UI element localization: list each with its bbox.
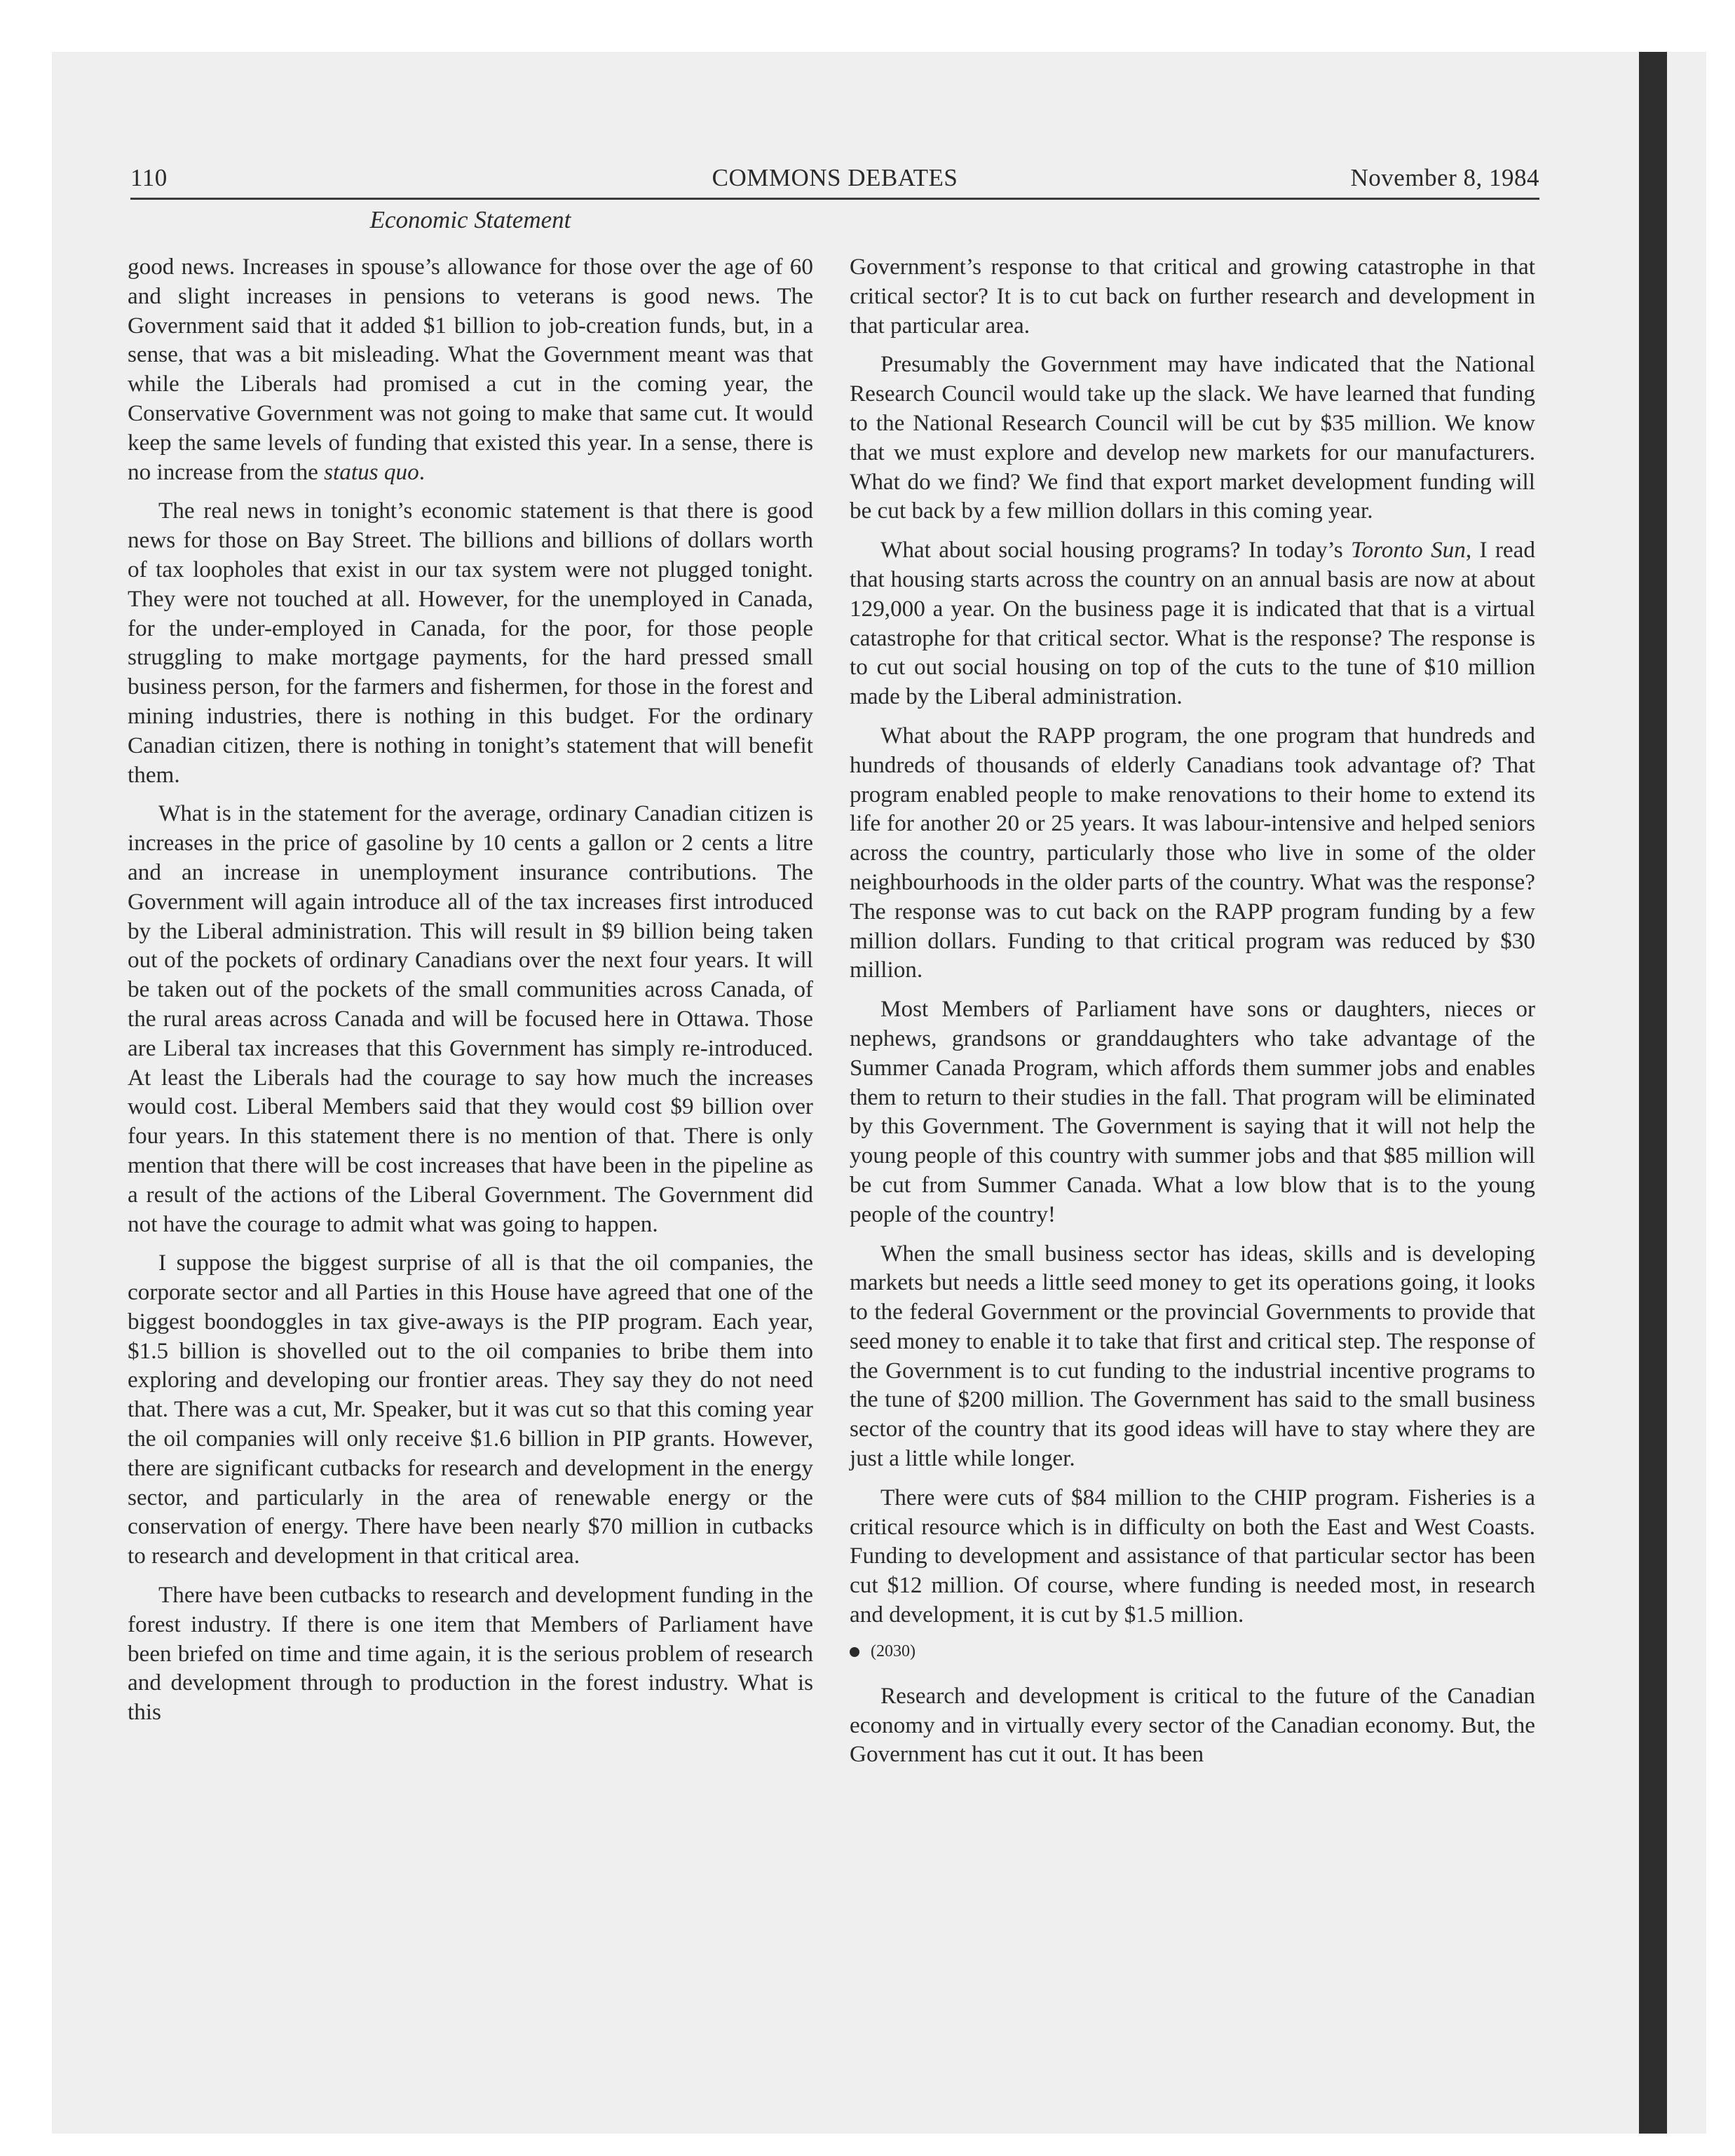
header-rule bbox=[130, 198, 1539, 200]
section-title: Economic Statement bbox=[369, 206, 571, 233]
paragraph: There have been cutbacks to research and development funding in the forest industry. If there is one item that Members of Parliament have been briefed on time and time again, it is the serious problem of research and development through to production in the forest industry. What is this bbox=[128, 1582, 813, 1726]
publication-title: COMMONS DEBATES bbox=[712, 164, 958, 191]
right-column bbox=[850, 252, 1535, 1779]
time-marker-label: (2030) bbox=[871, 1642, 916, 1660]
publication-date: November 8, 1984 bbox=[1350, 164, 1539, 191]
paragraph: There were cuts of $84 million to the CHIP program. Fisheries is a critical resource which is in difficulty on both the East and West Coasts. Funding to development and assistance of that particular sector has been cut $12 million. Of course, where funding is needed most, in research and development, it is cut by $1.5 million. bbox=[850, 1484, 1535, 1628]
paragraph: What is in the statement for the average, ordinary Canadian citizen is increases in the price of gasoline by 10 cents a gallon or 2 cents a litre and an increase in unemployment insurance contributions. The Government will again introduce all of the tax increases first introduced by the Liberal administration. This will result in $9 billion being taken out of the pockets of ordinary Canadians over the next four years. It will be taken out of the pockets of the small communities across Canada, of the rural areas across Canada and will be focused here in Ottawa. Those are Liberal tax increases that this Government has simply re-introduced. At least the Liberals had the courage to say how much the increases would cost. Liberal Members said that they would cost $9 billion over four years. In this statement there is no mention of that. There is only mention that there will be cost increases that have been in the pipeline as a result of the actions of the Liberal Government. The Government did not have the courage to admit what was going to happen. bbox=[128, 800, 813, 1237]
scan-edge-shadow bbox=[1639, 52, 1667, 2134]
time-marker bbox=[850, 1641, 1535, 1662]
paragraph: Presumably the Government may have indicated that the National Research Council would take up the slack. We have learned that funding to the National Research Council will be cut by $35 million. We know that we must explore and develop new markets for our manufacturers. What do we find? We find that export market development funding will be cut back by a few million dollars in this coming year. bbox=[850, 351, 1535, 524]
page-number: 110 bbox=[130, 164, 168, 191]
page-header bbox=[130, 156, 1539, 199]
left-column bbox=[128, 252, 813, 1737]
paragraph: Government’s response to that critical and growing catastrophe in that critical sector? It is to cut back on further research and development in that particular area. bbox=[850, 254, 1535, 339]
paragraph: I suppose the biggest surprise of all is that the oil companies, the corporate sector and all Parties in this House have agreed that one of the biggest boondoggles in tax give-aways is the PIP program. Each year, $1.5 billion is shovelled out to the oil companies to bribe them into exploring and developing our frontier areas. They say they do not need that. There was a cut, Mr. Speaker, but it was cut so that this coming year the oil companies will only receive $1.6 billion in PIP grants. However, there are significant cutbacks for research and development in the energy sector, and particularly in the area of renewable energy or the conservation of energy. There have been nearly $70 million in cutbacks to research and development in that critical area. bbox=[128, 1250, 813, 1569]
bullet-icon bbox=[850, 1647, 859, 1657]
paragraph: good news. Increases in spouse’s allowance for those over the age of 60 and slight increases in pensions to veterans is good news. The Government said that it added $1 billion to job-creation funds, but, in a sense, that was a bit misleading. What the Government meant was that while the Liberals had promised a cut in the coming year, the Conservative Government was not going to make that same cut. It would keep the same levels of funding that existed this year. In a sense, there is no increase from the status quo. bbox=[128, 254, 813, 485]
paragraph: What about the RAPP program, the one program that hundreds and hundreds of thousands of elderly Canadians took advantage of? That program enabled people to make renovations to their home to extend its life for another 20 or 25 years. It was labour-intensive and helped seniors across the country, particularly those who live in some of the older neighbourhoods in the older parts of the country. What was the response? The response was to cut back on the RAPP program funding by a few million dollars. Funding to that critical program was reduced by $30 million. bbox=[850, 722, 1535, 983]
paragraph: What about social housing programs? In today’s Toronto Sun, I read that housing starts across the country on an annual basis are now at about 129,000 a year. On the business page it is indicated that that is a virtual catastrophe for that critical sector. What is the response? The response is to cut out social housing on top of the cuts to the tune of $10 million made by the Liberal administration. bbox=[850, 537, 1535, 710]
paragraph: The real news in tonight’s economic statement is that there is good news for those on Bay Street. The billions and billions of dollars worth of tax loopholes that exist in our tax system were not plugged tonight. They were not touched at all. However, for the unemployed in Canada, for the under-employed in Canada, for the poor, for those people struggling to make mortgage payments, for the hard pressed small business person, for the farmers and fishermen, for those in the forest and mining industries, there is nothing in this budget. For the ordinary Canadian citizen, there is nothing in tonight’s statement that will benefit them. bbox=[128, 498, 813, 788]
paragraph: Most Members of Parliament have sons or daughters, nieces or nephews, grandsons or granddaughters who take advantage of the Summer Canada Program, which affords them summer jobs and enables them to return to their studies in the fall. That program will be eliminated by this Government. The Government is saying that it will not help the young people of this country with summer jobs and that $85 million will be cut from Summer Canada. What a low blow that is to the young people of the country! bbox=[850, 996, 1535, 1227]
paragraph: Research and development is critical to the future of the Canadian economy and in virtually every sector of the Canadian economy. But, the Government has cut it out. It has been bbox=[850, 1682, 1535, 1768]
paragraph: When the small business sector has ideas, skills and is developing markets but needs a little seed money to get its operations going, it looks to the federal Government or the provincial Governments to provide that seed money to enable it to take that first and critical step. The response of the Government is to cut funding to the industrial incentive programs to the tune of $200 million. The Government has said to the small business sector of the country that its good ideas will have to stay where they are just a little while longer. bbox=[850, 1240, 1535, 1472]
